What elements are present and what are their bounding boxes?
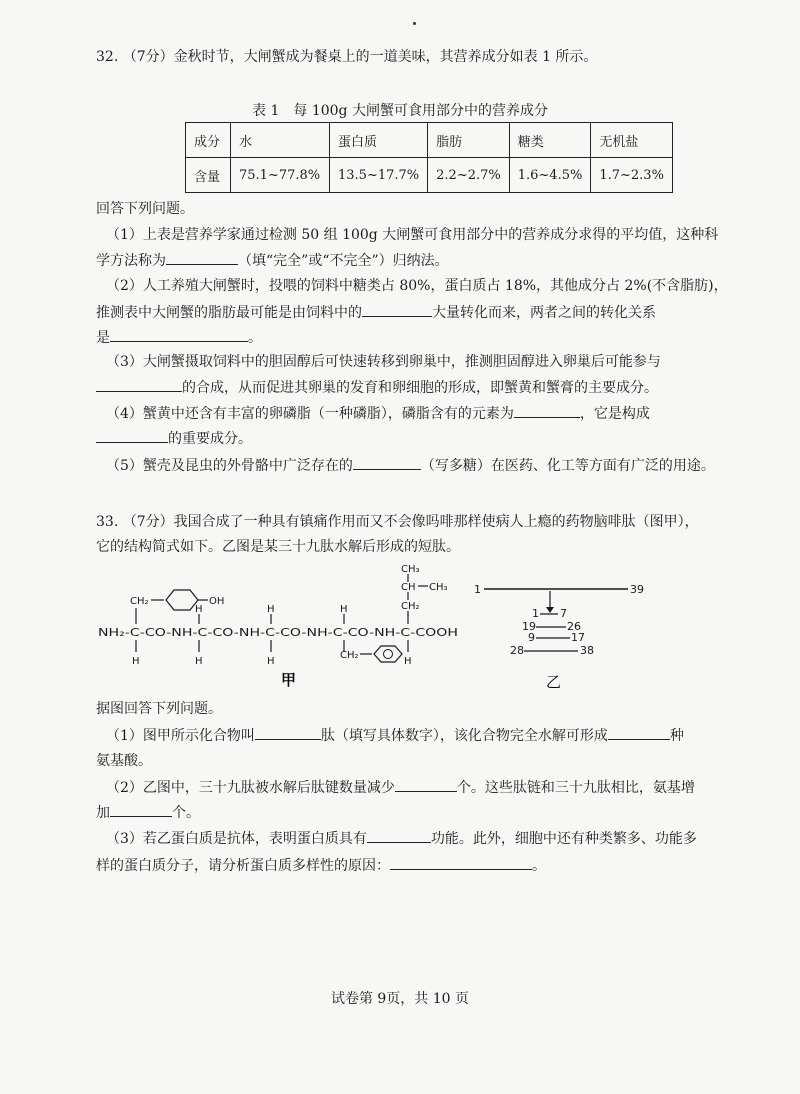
table-cell: 无机盐 [591, 123, 673, 158]
text: 的合成，从而促进其卵巢的发育和卵细胞的形成，即蟹黄和蟹膏的主要成分。 [182, 380, 658, 396]
table-cell: 13.5~17.7% [330, 158, 428, 193]
table-cell: 1.6~4.5% [509, 158, 591, 193]
text: （2）乙图中，三十九肽被水解后肽键数量减少 [106, 780, 395, 796]
q32-s5-line [106, 455, 715, 476]
print-dot [413, 22, 416, 25]
pep-label: 1 [532, 607, 539, 620]
main-chain-text: NH₂-C-CO-NH-C-CO-NH-C-CO-NH-C-CO-NH-C-COOH [98, 627, 458, 639]
ch3-group: CH₃ [429, 582, 448, 593]
text: 加 [96, 805, 110, 821]
h-atom: H [404, 656, 412, 667]
table-cell: 蛋白质 [330, 123, 428, 158]
q32-prompt: 回答下列问题。 [96, 201, 194, 217]
q32-s1-line2 [96, 250, 449, 271]
page-footer: 试卷第 9页，共 10 页 [330, 991, 470, 1007]
figure-jia-structure [96, 560, 476, 692]
table-cell: 脂肪 [428, 123, 510, 158]
answer-blank[interactable] [96, 377, 182, 392]
q33-header-line2: 它的结构简式如下。乙图是某三十九肽水解后形成的短肽。 [96, 539, 460, 555]
table-cell: 2.2~2.7% [428, 158, 510, 193]
fig-jia-label: 甲 [281, 671, 297, 689]
nutrition-table [185, 122, 673, 193]
text: （4）蟹黄中还含有丰富的卵磷脂（一种磷脂），磷脂含有的元素为 [106, 406, 514, 422]
pep-label: 1 [474, 583, 481, 596]
ch2-group: CH₂ [401, 601, 420, 612]
h-atom: H [195, 656, 203, 667]
q32-s2-line2 [96, 302, 656, 323]
text: 种 [669, 728, 684, 744]
pep-label: 28 [510, 644, 524, 657]
fig-yi-label: 乙 [546, 673, 562, 691]
benzene-ring [166, 590, 198, 610]
pep-label: 9 [528, 631, 535, 644]
text: （5）蟹壳及昆虫的外骨骼中广泛存在的 [106, 458, 353, 474]
answer-blank[interactable] [255, 725, 321, 740]
pep-label: 17 [571, 631, 585, 644]
table-cell: 糖类 [509, 123, 591, 158]
q33-s1-line2: 氨基酸。 [96, 753, 152, 769]
q33-s1-line1 [106, 725, 684, 746]
text: （写多糖）在医药、化工等方面有广泛的用途。 [420, 458, 715, 474]
q33-prompt: 据图回答下列问题。 [96, 701, 222, 717]
h-atom: H [132, 656, 140, 667]
figure-yi-peptides [470, 575, 650, 693]
text: 的重要成分。 [168, 431, 252, 447]
oh-group: OH [209, 596, 225, 607]
answer-blank[interactable] [514, 403, 580, 418]
benzene-ring [374, 646, 402, 662]
q32-s1-line1: （1）上表是营养学家通过检测 50 组 100g 大闸蟹可食用部分中的营养成分求得的平均值，这种科 [106, 227, 719, 243]
answer-blank[interactable] [367, 828, 431, 843]
text: 。 [532, 858, 546, 874]
q32-s2-line3 [96, 327, 262, 348]
text: （填“完全”或“不完全”）归纳法。 [238, 253, 449, 269]
q32-s3-line1: （3）大闸蟹摄取饲料中的胆固醇后可快速转移到卵巢中，推测胆固醇进入卵巢后可能参与 [106, 354, 661, 370]
pep-label: 7 [560, 607, 567, 620]
answer-blank[interactable] [96, 428, 168, 443]
ch3-group: CH₃ [401, 564, 420, 575]
answer-blank[interactable] [110, 327, 248, 342]
answer-blank[interactable] [110, 802, 172, 817]
text: 推测表中大闸蟹的脂肪最可能是由饲料中的 [96, 305, 362, 321]
text: 是 [96, 330, 110, 346]
table-cell: 75.1~77.8% [231, 158, 330, 193]
h-atom: H [195, 604, 203, 615]
answer-blank[interactable] [353, 455, 421, 470]
ch-group: CH [401, 582, 416, 593]
q33-s2-line2 [96, 802, 200, 823]
table1-caption: 表 1 每 100g 大闸蟹可食用部分中的营养成分 [252, 103, 548, 119]
q32-s4-line1 [106, 403, 650, 424]
text: 样的蛋白质分子，请分析蛋白质多样性的原因： [96, 858, 390, 874]
text: 学方法称为 [96, 253, 166, 269]
answer-blank[interactable] [395, 777, 457, 792]
text: （3）若乙蛋白质是抗体，表明蛋白质具有 [106, 831, 367, 847]
answer-blank[interactable] [390, 855, 532, 870]
ch2-group: CH₂ [130, 596, 149, 607]
h-atom: H [340, 604, 348, 615]
q32-s4-line2 [96, 428, 252, 449]
q33-s3-line1 [106, 828, 697, 849]
table-cell: 成分 [186, 123, 231, 158]
h-atom: H [267, 604, 275, 615]
ch2-group: CH₂ [340, 650, 359, 661]
text: （1）图甲所示化合物叫 [106, 728, 255, 744]
q32-s3-line2 [96, 377, 658, 398]
table-row [186, 123, 673, 158]
text: 功能。此外，细胞中还有种类繁多、功能多 [430, 831, 697, 847]
text: 。 [248, 330, 262, 346]
table-cell: 1.7~2.3% [591, 158, 673, 193]
table-row [186, 158, 673, 193]
text: 大量转化而来，两者之间的转化关系 [432, 305, 656, 321]
table-cell: 水 [231, 123, 330, 158]
pep-label: 26 [567, 620, 581, 633]
q32-s2-line1: （2）人工养殖大闸蟹时，投喂的饲料中糖类占 80%，蛋白质占 18%，其他成分占 2%(不含脂肪)， [106, 278, 728, 294]
text: 个。这些肽链和三十九肽相比，氨基增 [456, 780, 695, 796]
pep-label: 19 [522, 620, 536, 633]
q32-header: 32. （7分）金秋时节，大闸蟹成为餐桌上的一道美味，其营养成分如表 1 所示。 [96, 49, 598, 65]
answer-blank[interactable] [166, 250, 238, 265]
table-cell: 含量 [186, 158, 231, 193]
text: 个。 [172, 805, 200, 821]
answer-blank[interactable] [362, 302, 432, 317]
text: 肽（填写具体数字），该化合物完全水解可形成 [320, 728, 608, 744]
q33-header-line1: 33. （7分）我国合成了一种具有镇痛作用而又不会像吗啡那样使病人上瘾的药物脑啡肽（图甲）， [96, 514, 699, 530]
q33-s3-line2 [96, 855, 546, 876]
q33-s2-line1 [106, 777, 695, 798]
h-atom: H [267, 656, 275, 667]
pep-label: 39 [630, 583, 644, 596]
text: ，它是构成 [579, 406, 650, 422]
answer-blank[interactable] [608, 725, 670, 740]
pep-label: 38 [580, 644, 594, 657]
